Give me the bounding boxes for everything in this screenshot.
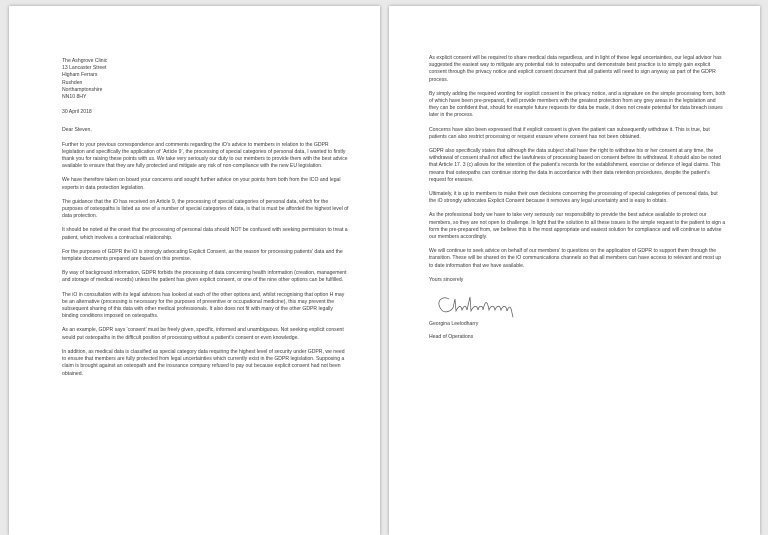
address-line: 13 Lancaster Street xyxy=(62,65,107,72)
paragraph: By way of background information, GDPR forbids the processing of data concerning health information (creation, management and storage of medical records) unless the patient has given explicit consent, or one of the nine other options can be fulfilled. xyxy=(62,270,347,284)
signature-drawing xyxy=(429,291,539,321)
paragraph: We will continue to seek advice on behalf of our members’ to questions on the application of GDPR to support them through the transition. These will be shared on the iO communications channels so that all members can have access to relevant and most up to date information that we have available. xyxy=(429,248,722,269)
letter-page-2 xyxy=(389,6,760,535)
signer-title: Head of Operations xyxy=(429,334,474,341)
signer-block xyxy=(429,321,726,341)
recipient-address xyxy=(62,58,350,101)
address-line: NN10 8HY xyxy=(62,94,87,101)
salutation: Dear Steven, xyxy=(62,127,92,134)
paragraph: We have therefore taken on board your concerns and sought further advice on your points from both from the ICO and legal experts in data protection legislation. xyxy=(62,177,341,191)
paragraph: Ultimately, it is up to members to make their own decisions concerning the processing of special categories of personal data, but the iO strongly advocates Explicit Consent because it removes any legal uncertainty and is easy to obtain. xyxy=(429,191,718,205)
paragraph: GDPR also specifically states that although the data subject shall have the right to withdraw his or her consent at any time, the withdrawal of consent shall not affect the lawfulness of processing based on consent before its withdrawal. It should also be noted that Article 17. 3 (c) allows for the retention of the patient’s records for the establishment, exercise or defence of legal claims. This means that osteopaths can continue storing the data in accordance with their data retention procedures, despite the patient’s request for erasure. xyxy=(429,148,722,183)
closing: Yours sincerely xyxy=(429,276,464,283)
paragraph: The iO in consultation with its legal advisors has looked at each of the other options and, whilst recognising that option H may be an alternative (processing is necessary for the purposes of preventive or occupational medicine), this may prevent the subsequent sharing of this data with other medical professionals. It also does not fit with many of the other GDPR legally binding conditions imposed on osteopaths. xyxy=(62,291,345,320)
address-line: The Ashgrove Clinic xyxy=(62,58,108,64)
letter-page-1 xyxy=(9,6,380,535)
address-line: Northamptonshire xyxy=(62,86,103,93)
handwritten-signature xyxy=(429,291,539,321)
paragraph: As the professional body we have to take very seriously our responsibility to provide the best advice available to protect our members, so they are not open to challenge. In light that the solution to all these issues is the simple request to the patient to sign a form the pre-prepared from, we believe this is the most appropriate and easiest solution for compliance and will continue to advise our members accordingly. xyxy=(429,212,726,241)
paragraph: Concerns have also been expressed that if explicit consent is given the patient can subsequently withdraw it. This is true, but patients can also restrict processing or request erasure where consent has not been obtained. xyxy=(429,126,710,140)
paragraph: In addition, as medical data is classified as special category data requiring the highest level of security under GDPR, we need to ensure that members are fully protected from legal uncertainties which currently exist in the GDPR legislation. Supposing a claim is brought against an osteopath and the insurance company refused to pay out because explicit consent had not been obtained. xyxy=(62,348,345,377)
paragraph: By simply adding the required wording for explicit consent in the privacy notice, and a signature on the simple processing form, both of which have been pre-prepared, it will provide members with the greatest protection from any grey areas in the legislation and they can be confident that, should for example future requests for data be made, it does not create potential for data breach issues later in the process. xyxy=(429,90,726,119)
paragraph: As an example, GDPR says ‘consent’ must be freely given, specific, informed and unambiguous. Not seeking explicit consent would put osteopaths in the difficult position of processing without a patient’s consent or even knowledge. xyxy=(62,327,344,341)
letter-date: 30 April 2018 xyxy=(62,109,92,116)
paragraph: For the purposes of GDPR the iO is strongly advocating Explicit Consent, as the reason for processing patients’ data and the template documents prepared are based on this premise. xyxy=(62,248,343,263)
paragraph: It should be noted at the onset that the processing of personal data should NOT be confused with seeking permission to treat a patient, which involves a contractual relationship. xyxy=(62,227,348,241)
address-line: Rushden xyxy=(62,79,83,86)
paragraph: Further to your previous correspondence and comments regarding the iO’s advice to members in relation to the GDPR legislation and specifically the application of ‘Article 9’, the processing of special categories of personal data, I wanted to firstly thank you for raising these points with us. We take very seriously our duty to our members to provide them with the best advice available to ensure that they are fully protected and mitigate any risk of non-compliance with the new EU legislation. xyxy=(62,141,348,170)
paragraph: The guidance that the iO has received on Article 9, the processing of special categories of personal data, which for the purposes of osteopaths is listed as one of a number of special categories of data, is that is must be afforded the highest level of data protection. xyxy=(62,198,349,220)
signer-name: Georgina Leelodharry xyxy=(429,321,479,328)
address-line: Higham Ferrars xyxy=(62,72,98,79)
paragraph: As explicit consent will be required to share medical data regardless, and in light of these legal uncertainties, our legal advisor has suggested the easiest way to mitigate any potential risk to osteopaths and demonstrate best practice is to simply gain explicit consent through the privacy notice and explicit consent document that all patients will need to sign anyway as part of the GDPR process. xyxy=(429,55,722,83)
